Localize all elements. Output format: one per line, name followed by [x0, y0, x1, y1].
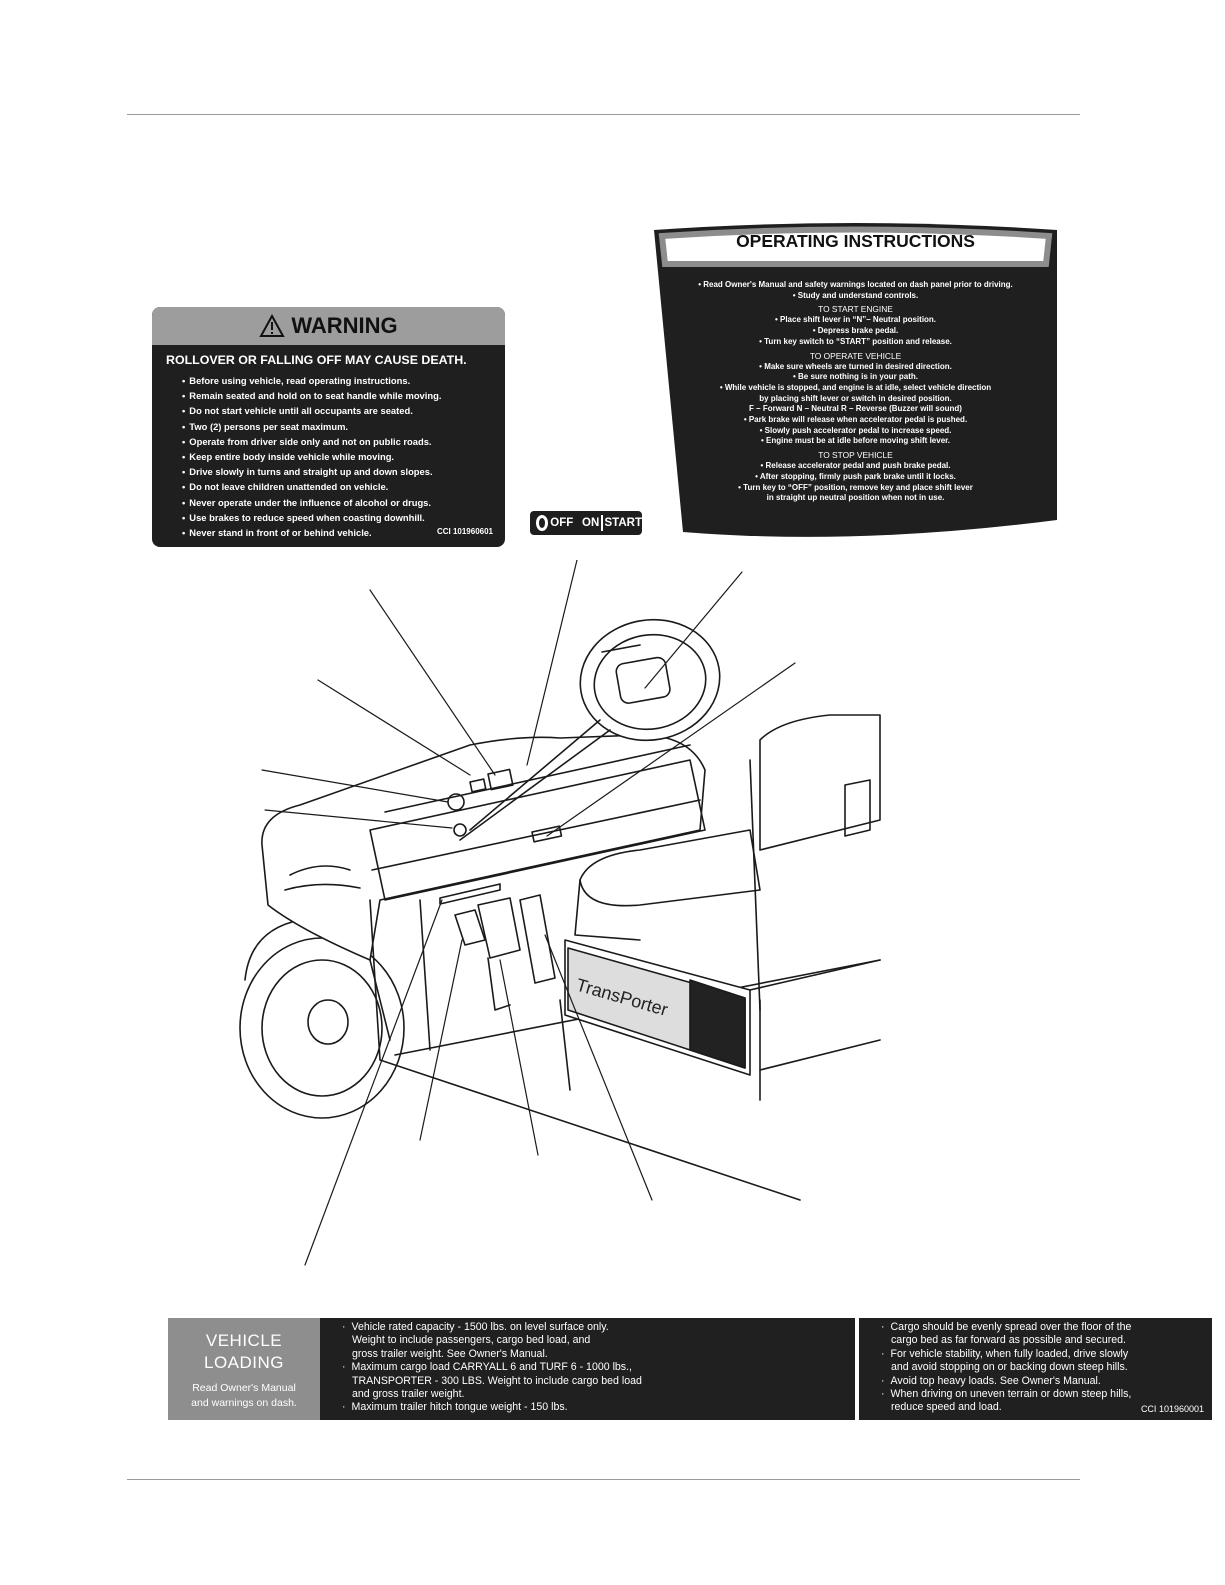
brand-text: TransPorter	[573, 974, 671, 1020]
warning-headline: ROLLOVER OR FALLING OFF MAY CAUSE DEATH.	[166, 353, 467, 367]
operate-vehicle-heading: TO OPERATE VEHICLE	[809, 350, 902, 361]
warning-list	[152, 373, 505, 540]
warning-item: • Keep entire body inside vehicle while moving.	[182, 449, 505, 464]
loading-item: · When driving on uneven terrain or down steep hills, reduce speed and load.	[881, 1388, 1212, 1415]
leader-line	[370, 590, 495, 775]
operating-line: • Turn key switch to “START” position and release.	[759, 336, 952, 346]
operating-line: • After stopping, firmly push park brake until it locks.	[755, 471, 956, 481]
loading-item: · Vehicle rated capacity - 1500 lbs. on level surface only. Weight to include passengers, cargo bed load, and gross trailer weight. See Owner's Manual.	[342, 1321, 855, 1361]
warning-decal	[152, 307, 505, 547]
loading-item: · For vehicle stability, when fully loaded, drive slowly and avoid stopping on or backing down steep hills.	[881, 1348, 1212, 1375]
warning-header	[152, 307, 505, 345]
warning-code: CCI 101960601	[436, 527, 493, 536]
operating-line: • Slowly push accelerator pedal to increase speed.	[759, 425, 952, 435]
operating-line: • Release accelerator pedal and push brake pedal.	[760, 461, 951, 471]
operating-line: by placing shift lever or switch in desired position.	[759, 393, 952, 403]
operating-line: in straight up neutral position when not in use.	[766, 493, 945, 503]
stop-vehicle-heading: TO STOP VEHICLE	[818, 450, 893, 461]
key-off-label: OFF	[550, 517, 574, 529]
key-on-label: ON	[582, 517, 600, 529]
loading-title-line: LOADING	[203, 1353, 285, 1372]
bottom-rule	[127, 1479, 1080, 1480]
off-ring-icon	[536, 515, 548, 531]
warning-item: • Remain seated and hold on to seat handle while moving.	[182, 388, 505, 403]
operating-body	[662, 280, 1049, 504]
operating-instructions-decal	[650, 220, 1061, 542]
operating-line: • Study and understand controls.	[792, 290, 919, 300]
cart-illustration	[0, 560, 1225, 1280]
warning-item: • Do not start vehicle until all occupants are seated.	[182, 403, 505, 418]
key-switch-decal	[530, 511, 642, 535]
loading-item: · Avoid top heavy loads. See Owner's Manual.	[881, 1375, 1212, 1388]
loading-title-line: VEHICLE	[205, 1331, 283, 1350]
leader-line	[527, 560, 577, 765]
warning-item: • Drive slowly in turns and straight up and down slopes.	[182, 464, 505, 479]
loading-item: · Maximum cargo load CARRYALL 6 and TURF 6 - 1000 lbs., TRANSPORTER - 300 LBS. Weight to include cargo bed load and gross trailer weight.	[342, 1361, 855, 1401]
divider-bar	[601, 515, 602, 531]
operating-line: • Be sure nothing is in your path.	[792, 372, 919, 382]
operating-line: • Engine must be at idle before moving shift lever.	[760, 436, 951, 446]
loading-item: · Maximum trailer hitch tongue weight - 150 lbs.	[342, 1401, 855, 1414]
vehicle-loading-decal	[168, 1318, 1204, 1420]
warning-item: • Before using vehicle, read operating instructions.	[182, 373, 505, 388]
key-start-label: START	[604, 517, 642, 529]
leader-line	[318, 680, 470, 775]
operating-line: • While vehicle is stopped, and engine is at idle, select vehicle direction	[719, 382, 992, 392]
loading-subtitle-line: and warnings on dash.	[191, 1397, 297, 1409]
operating-line: • Park brake will release when accelerator pedal is pushed.	[743, 415, 968, 425]
loading-subtitle-line: Read Owner's Manual	[192, 1382, 296, 1394]
operating-line: • Depress brake pedal.	[812, 326, 899, 336]
leader-line	[500, 960, 538, 1155]
warning-triangle-icon	[259, 314, 285, 338]
warning-title: WARNING	[291, 313, 398, 338]
operating-line: • Read Owner's Manual and safety warnings located on dash panel prior to driving.	[698, 280, 1013, 289]
warning-item: • Two (2) persons per seat maximum.	[182, 419, 505, 434]
loading-capacity-panel	[320, 1318, 855, 1420]
warning-item: • Do not leave children unattended on vehicle.	[182, 479, 505, 494]
front-wheel	[240, 938, 404, 1118]
warning-item: • Never stand in front of or behind vehicle.	[182, 525, 505, 540]
accelerator-pedal	[478, 898, 520, 958]
loading-item: · Cargo should be evenly spread over the floor of the cargo bed as far forward as possible and secured.	[881, 1321, 1212, 1348]
warning-item: • Never operate under the influence of alcohol or drugs.	[182, 495, 505, 510]
start-engine-heading: TO START ENGINE	[818, 304, 893, 315]
operating-line: • Place shift lever in “N”– Neutral position.	[774, 315, 937, 325]
operating-line: F – Forward N – Neutral R – Reverse (Buzzer will sound)	[749, 404, 962, 414]
park-brake-pedal	[520, 895, 555, 983]
operating-title: OPERATING INSTRUCTIONS	[736, 231, 975, 251]
operating-line: • Turn key to “OFF” position, remove key and place shift lever	[738, 482, 973, 492]
warning-item: • Operate from driver side only and not on public roads.	[182, 434, 505, 449]
loading-cargo-panel	[859, 1318, 1212, 1420]
warning-item: • Use brakes to reduce speed when coasting downhill.	[182, 510, 505, 525]
leader-line	[420, 940, 462, 1140]
loading-title-panel	[168, 1318, 320, 1420]
top-rule	[127, 114, 1080, 115]
operating-line: • Make sure wheels are turned in desired direction.	[759, 361, 952, 371]
loading-code: CCI 101960001	[1140, 1404, 1204, 1414]
